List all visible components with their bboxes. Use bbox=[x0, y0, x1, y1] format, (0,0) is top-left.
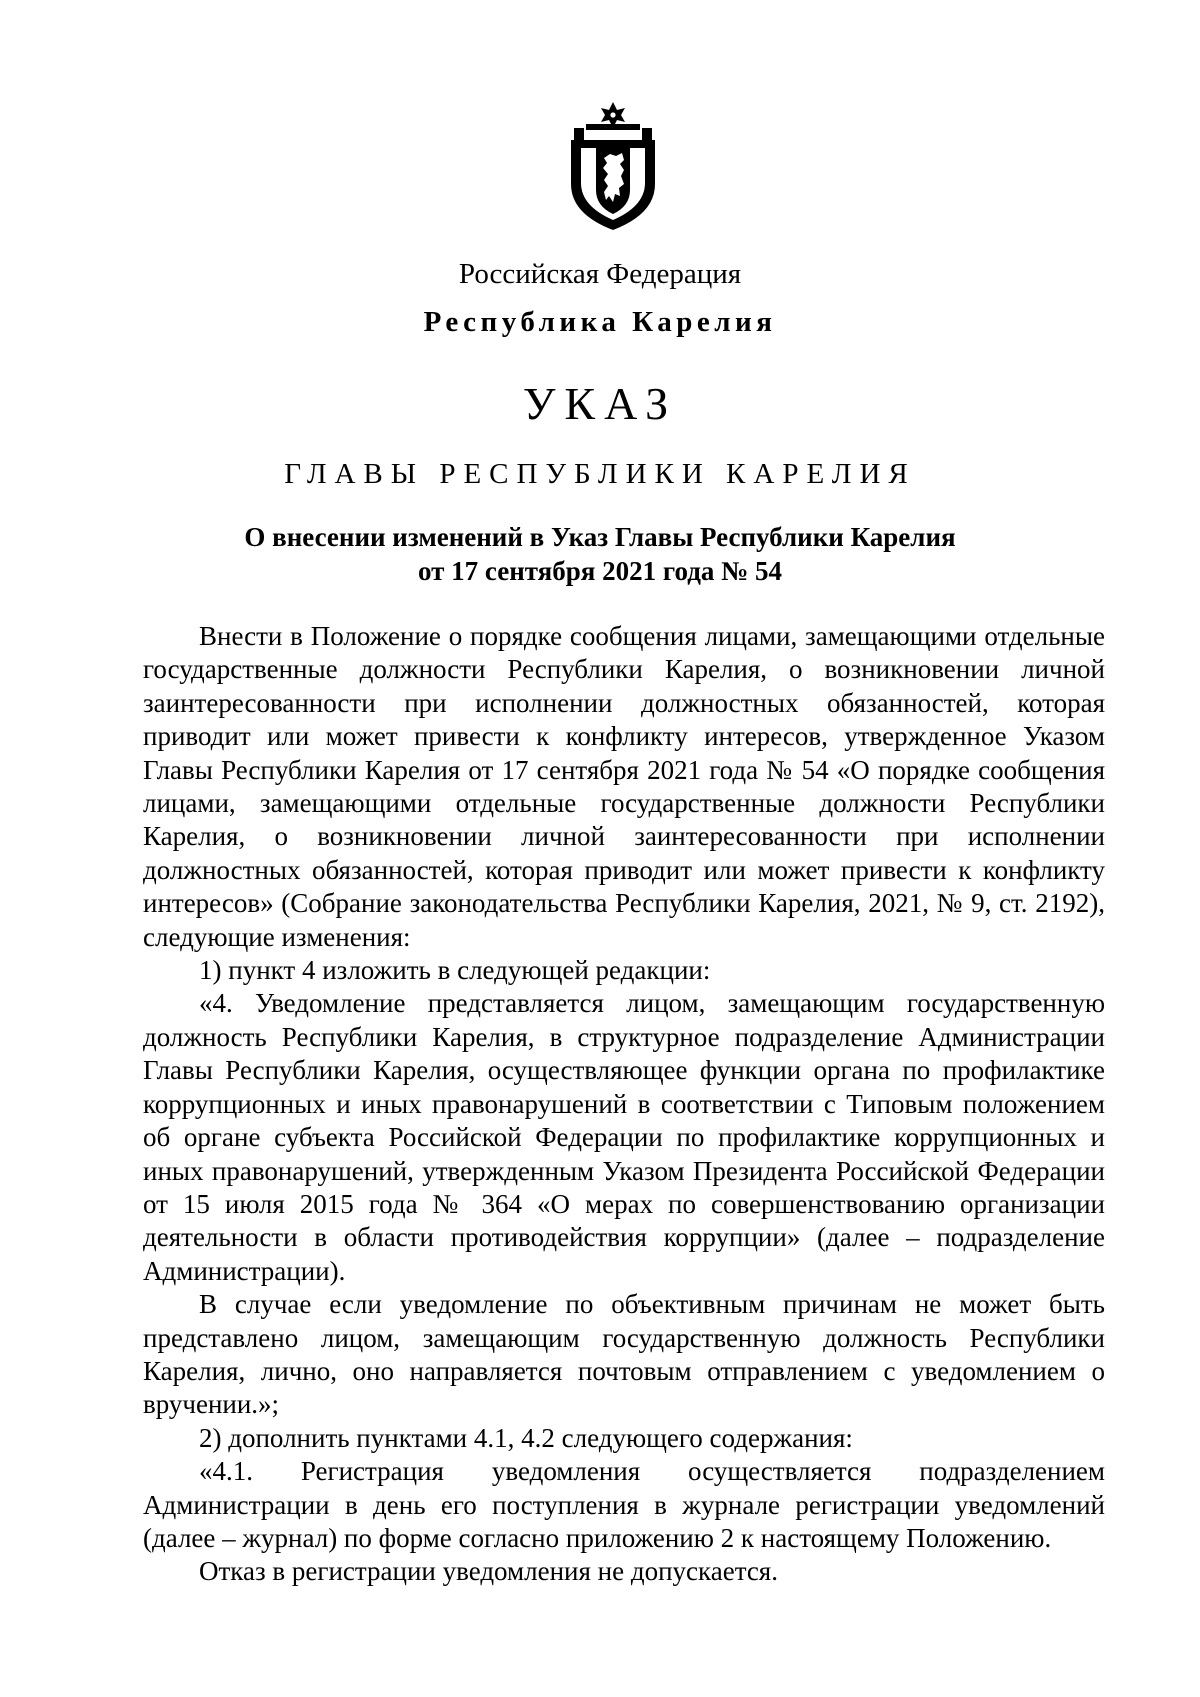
body-paragraph: В случае если уведомление по объективным причинам не может быть представлено лицом, замещающим государственную должность Республики Карелия, лично, оно направляется почтовым отправлением с уведомлением о вручении.»; bbox=[143, 1289, 1105, 1420]
subject-line: от 17 сентября 2021 года № 54 bbox=[418, 556, 782, 586]
body-paragraph: 1) пункт 4 изложить в следующей редакции: bbox=[199, 955, 711, 986]
body-paragraph: 2) дополнить пунктами 4.1, 4.2 следующего содержания: bbox=[199, 1422, 853, 1453]
document-subject bbox=[0, 520, 1200, 588]
country-name: Российская Федерация bbox=[458, 258, 742, 290]
body-paragraph: «4.1. Регистрация уведомления осуществляется подразделением Администрации в день его поступления в журнале регистрации уведомлений (далее – журнал) по форме согласно приложению 2 к настоящему Положению. bbox=[143, 1456, 1105, 1553]
subject-line: О внесении изменений в Указ Главы Республики Карелия bbox=[244, 522, 956, 552]
body-paragraph: Внести в Положение о порядке сообщения лицами, замещающими отдельные государственные должности Республики Карелия, о возникновении личной заинтересованности при исполнении должностных обязанностей, которая приводит или может привести к конфликту интересов, утвержденное Указом Главы Республики Карелия от 17 сентября 2021 года № 54 «О порядке сообщения лицами, замещающими отдельные государственные должности Республики Карелия, о возникновении личной заинтересованности при исполнении должностных обязанностей, которая приводит или может привести к конфликту интересов» (Собрание законодательства Республики Карелия, 2021, № 9, ст. 2192), следующие изменения: bbox=[143, 621, 1105, 952]
body-paragraph: Отказ в регистрации уведомления не допускается. bbox=[199, 1556, 778, 1587]
document-body bbox=[143, 620, 1105, 1589]
document-type-title: УКАЗ bbox=[522, 378, 678, 429]
body-paragraph: «4. Уведомление представляется лицом, замещающим государственную должность Республики Карелия, в структурное подразделение Администрации Главы Республики Карелия, осуществляющее функции органа по профилактике коррупционных и иных правонарушений в соответствии с Типовым положением об органе субъекта Российской Федерации по профилактике коррупционных и иных правонарушений, утвержденным Указом Президента Российской Федерации от 15 июля 2015 года № 364 «О мерах по совершенствованию организации деятельности в области противодействия коррупции» (далее – подразделение Администрации). bbox=[143, 988, 1105, 1286]
issuer-title: ГЛАВЫ РЕСПУБЛИКИ КАРЕЛИЯ bbox=[284, 458, 916, 490]
karelia-coat-of-arms-icon bbox=[566, 100, 660, 232]
republic-name: Республика Карелия bbox=[423, 306, 777, 338]
